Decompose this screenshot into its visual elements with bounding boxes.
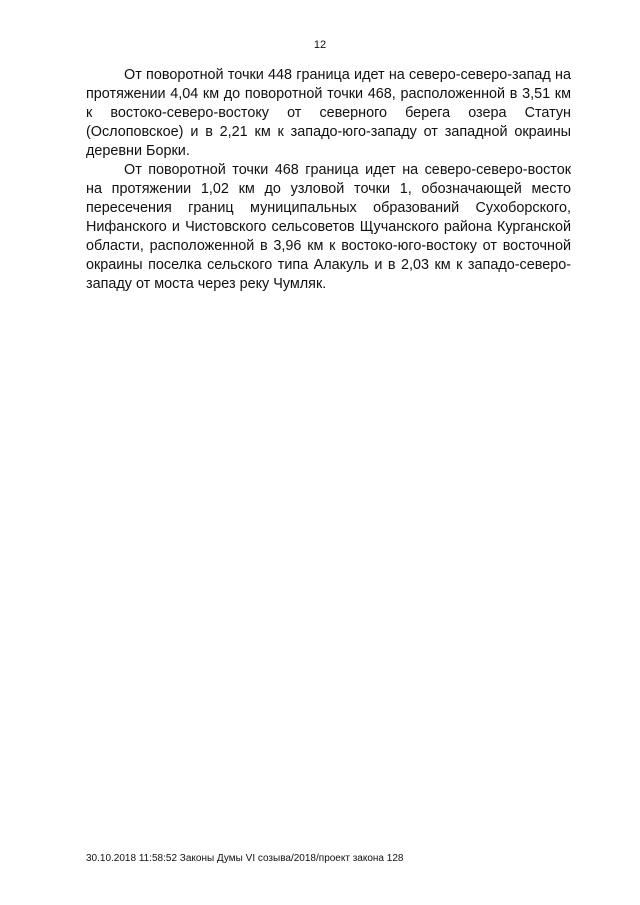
document-footer: 30.10.2018 11:58:52 Законы Думы VI созыва/2018/проект закона 128	[86, 853, 404, 864]
paragraph-turning-point-448: От поворотной точки 448 граница идет на северо-северо-запад на протяжении 4,04 км до поворотной точки 468, расположенной в 3,51 км к востоко-северо-востоку от северного берега озера Статун (Ослоповское) и в 2,21 км к западо-юго-западу от западной окраины деревни Борки.	[86, 67, 571, 159]
document-body	[86, 66, 571, 294]
paragraph-turning-point-468: От поворотной точки 468 граница идет на северо-северо-восток на протяжении 1,02 км до узловой точки 1, обозначающей место пересечения границ муниципальных образований Сухоборского, Нифанского и Чистовского сельсоветов Щучанского района Курганской области, расположенной в 3,96 км к востоко-юго-востоку от восточной окраины поселка сельского типа Алакуль и в 2,03 км к западо-северо-западу от моста через реку Чумляк.	[86, 162, 571, 292]
page-number: 12	[313, 39, 327, 51]
